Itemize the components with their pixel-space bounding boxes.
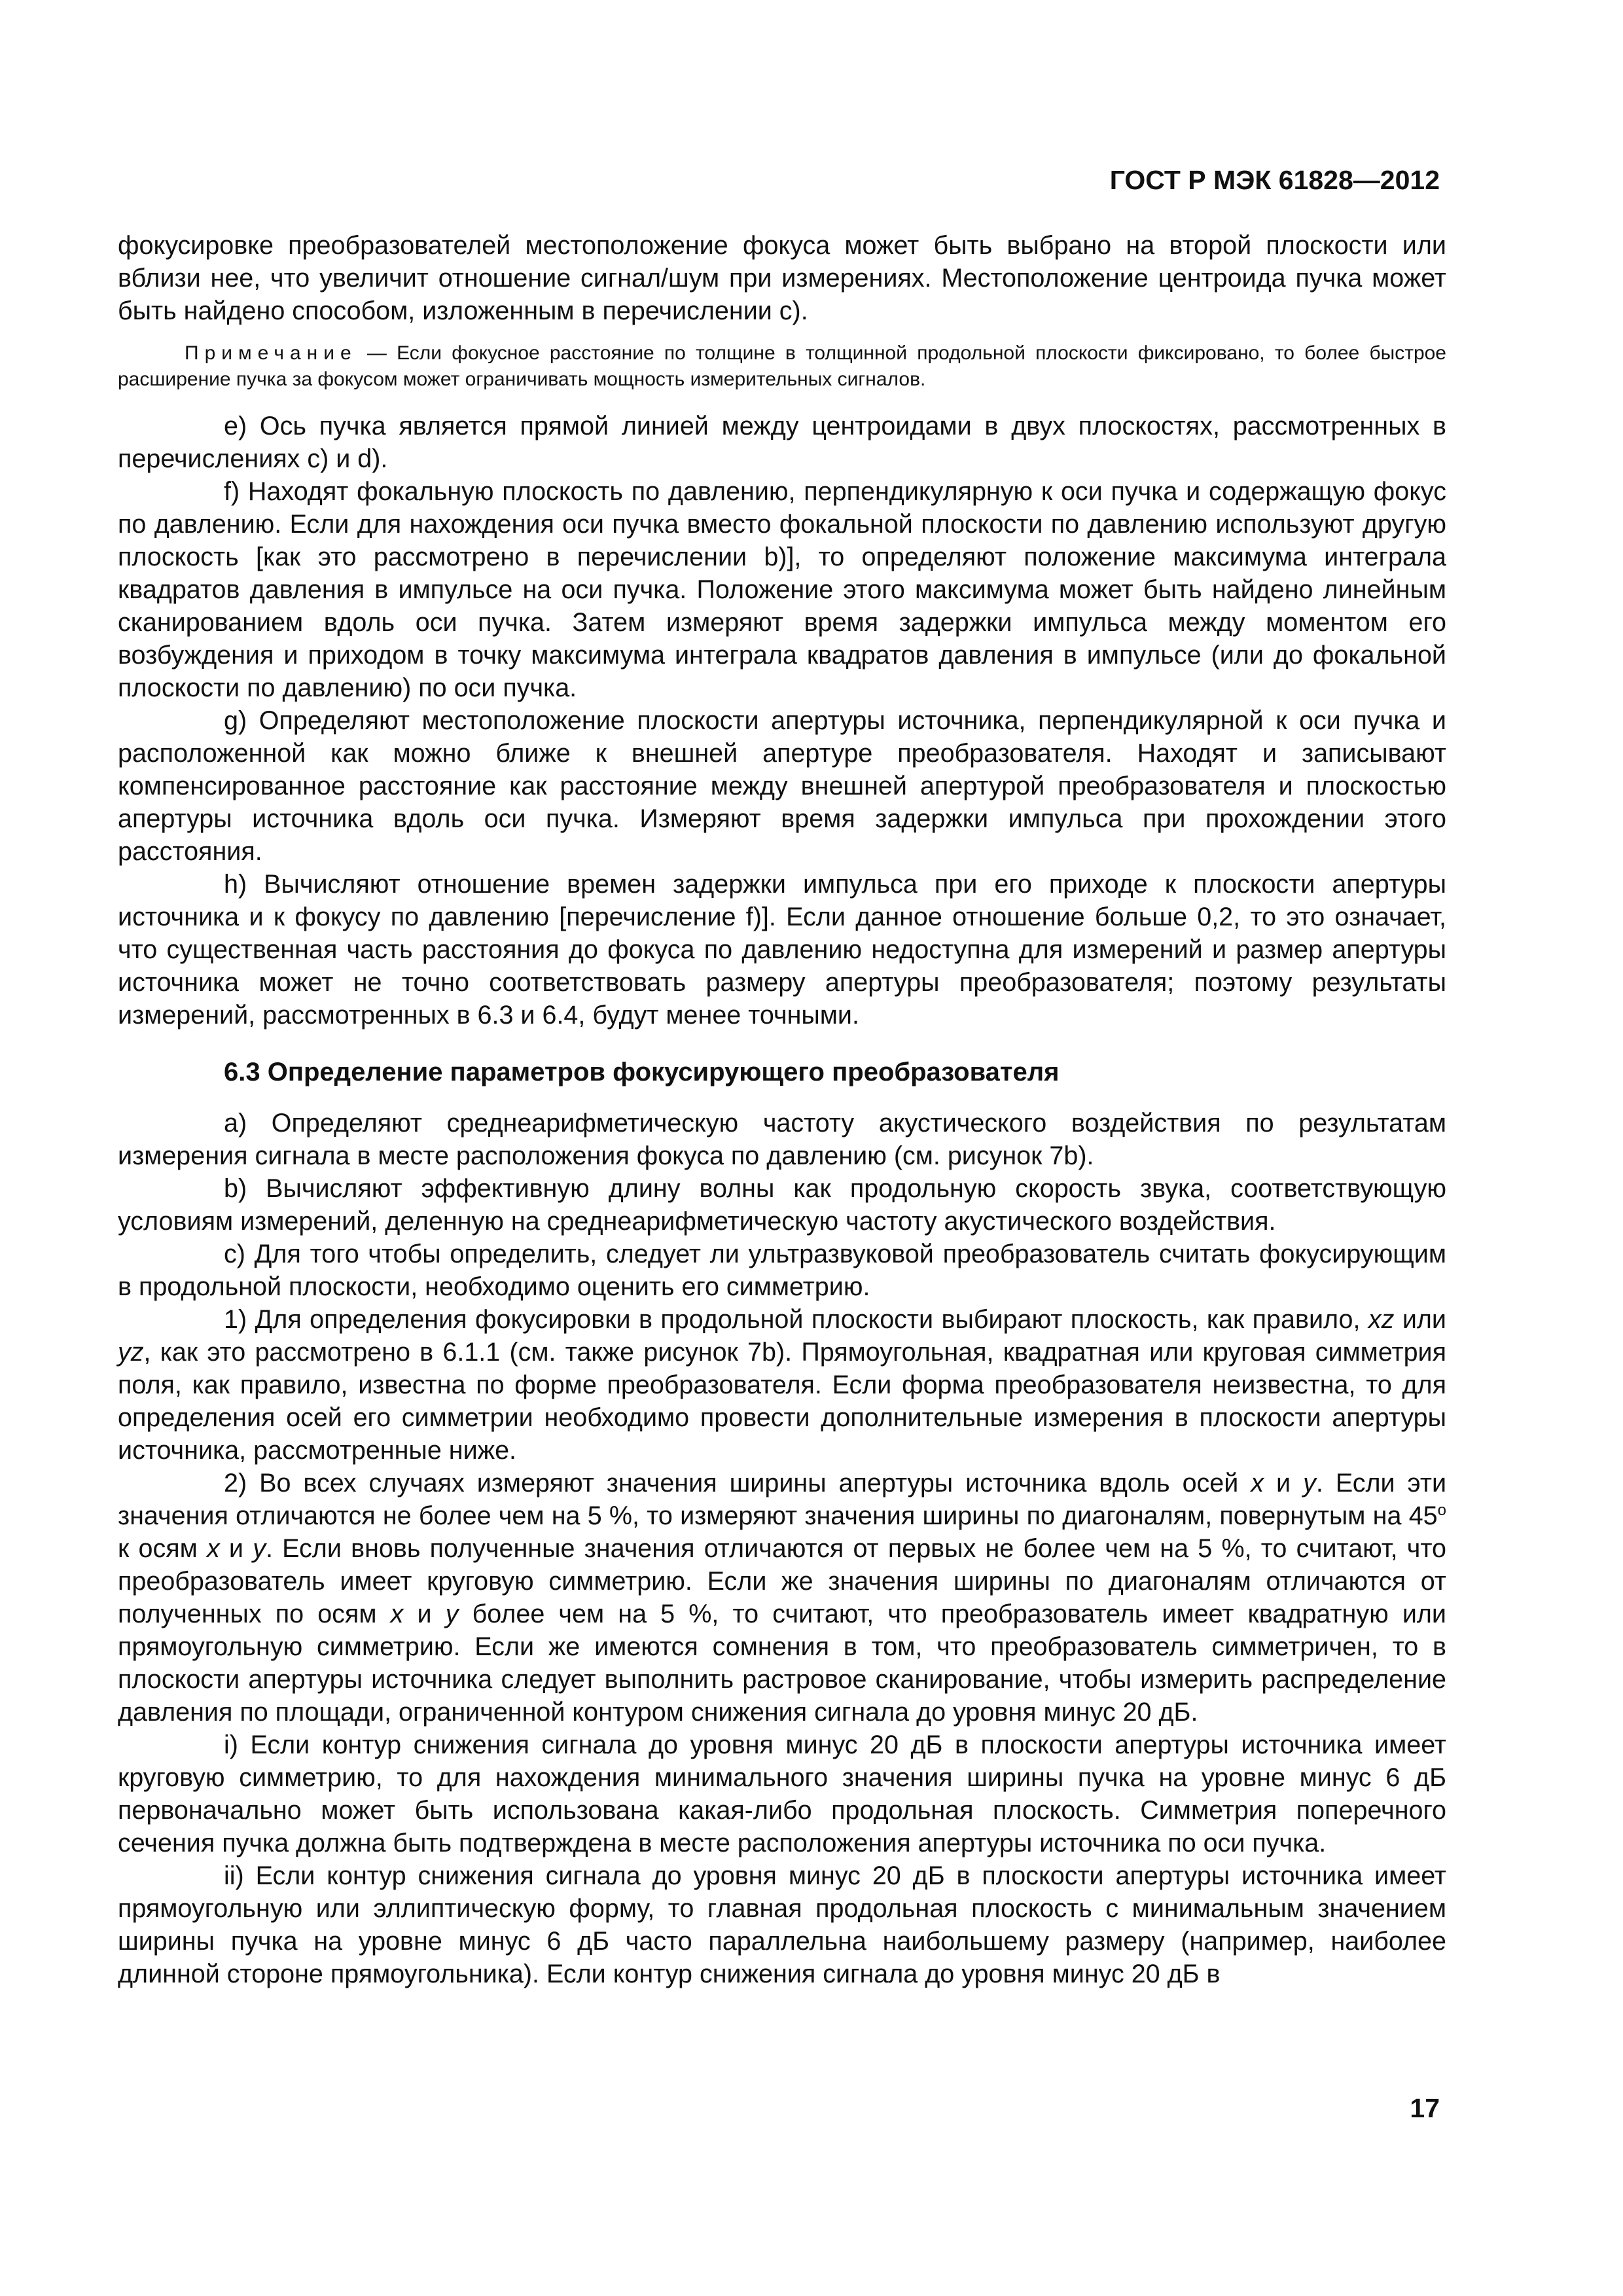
text-run: и [1264,1469,1304,1498]
text-run: . Если эти значения отличаются не более чем на 5 %, то измеряют значения ширины по диагоналям, повернутым на 45 [118,1469,1447,1530]
section-heading-6-3: 6.3 Определение параметров фокусирующего преобразователя [224,1058,1060,1086]
page-number: 17 [1410,2093,1440,2123]
paragraph-g: g) Определяют местоположение плоскости апертуры источника, перпендикулярной к оси пучка и расположенной как можно ближе к внешней апертуре преобразователя. Находят и записывают компенсированное расстояние как расстояние между внешней апертурой преобразователя и плоскостью апертуры источника вдоль оси пучка. Измеряют время задержки импульса при прохождении этого расстояния. [118,706,1446,866]
document-id-header: ГОСТ Р МЭК 61828—2012 [1109,165,1440,195]
page-body [118,229,1446,1990]
paragraph-i: i) Если контур снижения сигнала до уровня минус 20 дБ в плоскости апертуры источника имеет круговую симметрию, то для нахождения минимального значения ширины пучка на уровне минус 6 дБ первоначально может быть использована какая-либо продольная плоскость. Симметрия поперечного сечения пучка должна быть подтверждена в месте расположения апертуры источника по оси пучка. [118,1731,1446,1857]
note-text: — Если фокусное расстояние по толщине в толщинной продольной плоскости фиксировано, то более быстрое расширение пучка за фокусом может ограничивать мощность измерительных сигналов. [118,342,1446,390]
paragraph-intro: фокусировке преобразователей местоположение фокуса может быть выбрано на второй плоскости или вблизи нее, что увеличит отношение сигнал/шум при измерениях. Местоположение центроида пучка может быть найдено способом, изложенным в перечислении с). [118,231,1446,325]
italic-axis: y [445,1600,459,1628]
italic-axis: x [206,1534,220,1563]
italic-axis: x [390,1600,404,1628]
italic-axis: x [1251,1469,1264,1498]
text-run: или [1394,1305,1447,1334]
paragraph-h: h) Вычисляют отношение времен задержки импульса при его приходе к плоскости апертуры источника и к фокусу по давлению [перечисление f)]. Если данное отношение больше 0,2, то это означает, что существенная часть расстояния до фокуса по давлению недоступна для измерений и размер апертуры источника может не точно соответствовать размеру апертуры преобразователя; поэтому результаты измерений, рассмотренных в 6.3 и 6.4, будут менее точными. [118,870,1446,1030]
degree-sign: o [1437,1501,1446,1519]
text-run: к осям [118,1534,207,1563]
paragraph-e: е) Ось пучка является прямой линией между центроидами в двух плоскостях, рассмотренных в перечислениях с) и d). [118,412,1446,473]
italic-axis: yz [118,1338,144,1367]
note [118,340,1446,393]
text-run: более чем на 5 %, то считают, что преобразователь имеет квадратную или прямоугольную симметрию. Если же имеются сомнения в том, что преобразователь симметричен, то в плоскости апертуры источника следует выполнить растровое сканирование, чтобы измерить распределение давления по площади, ограниченной контуром снижения сигнала до уровня минус 20 дБ. [118,1600,1446,1727]
paragraph-b: b) Вычисляют эффективную длину волны как продольную скорость звука, соответствующую условиям измерений, деленную на среднеарифметическую частоту акустического воздействия. [118,1174,1446,1236]
paragraph-f: f) Находят фокальную плоскость по давлению, перпендикулярную к оси пучка и содержащую фокус по давлению. Если для нахождения оси пучка вместо фокальной плоскости по давлению используют другую плоскость [как это рассмотрено в перечислении b)], то определяют положение максимума интеграла квадратов давления в импульсе на оси пучка. Положение этого максимума может быть найдено линейным сканированием вдоль оси пучка. Затем измеряют время задержки импульса между моментом его возбуждения и приходом в точку максимума интеграла квадратов давления в импульсе (или до фокальной плоскости по давлению) по оси пучка. [118,477,1446,702]
text-run: и [403,1600,446,1628]
italic-axis: y [1303,1469,1316,1498]
text-run: и [219,1534,253,1563]
text-run: , как это рассмотрено в 6.1.1 (см. также рисунок 7b). Прямоугольная, квадратная или круговая симметрия поля, как правило, известна по форме преобразователя. Если форма преобразователя неизвестна, то для определения осей его симметрии необходимо провести дополнительные измерения в плоскости апертуры источника, рассмотренные ниже. [118,1338,1446,1465]
paragraph-2 [118,1467,1446,1729]
paragraph-1 [118,1303,1446,1467]
italic-axis: xz [1368,1305,1395,1334]
paragraph-ii: ii) Если контур снижения сигнала до уровня минус 20 дБ в плоскости апертуры источника имеет прямоугольную или эллиптическую форму, то главная продольная плоскость с минимальным значением ширины пучка на уровне минус 6 дБ часто параллельна наибольшему размеру (например, наиболее длинной стороне прямоугольника). Если контур снижения сигнала до уровня минус 20 дБ в [118,1861,1446,1988]
italic-axis: y [253,1534,266,1563]
paragraph-a: а) Определяют среднеарифметическую частоту акустического воздействия по результатам измерения сигнала в месте расположения фокуса по давлению (см. рисунок 7b). [118,1109,1446,1170]
paragraph-c: с) Для того чтобы определить, следует ли ультразвуковой преобразователь считать фокусирующим в продольной плоскости, необходимо оценить его симметрию. [118,1240,1446,1301]
text-run: 2) Во всех случаях измеряют значения ширины апертуры источника вдоль осей [224,1469,1251,1498]
note-label: Примечание [185,342,357,364]
text-run: 1) Для определения фокусировки в продольной плоскости выбирают плоскость, как правило, [224,1305,1368,1334]
text-run: . Если вновь полученные значения отличаются от первых не более чем на 5 %, то считают, что преобразователь имеет круговую симметрию. Если же значения ширины по диагоналям отличаются от полученных по осям [118,1534,1447,1628]
